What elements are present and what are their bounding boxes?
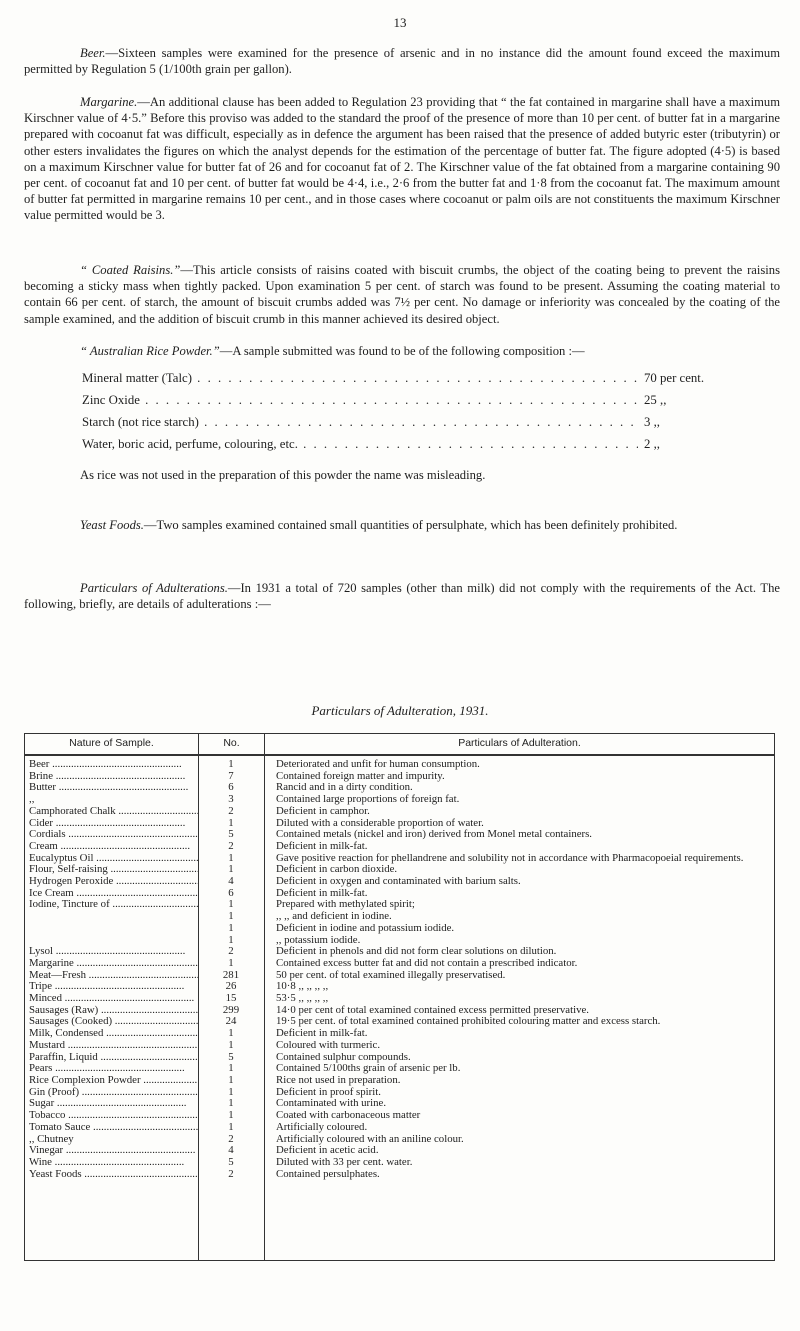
table-row (25, 759, 774, 771)
cell-nature: Cream ..... (25, 841, 198, 853)
cell-no: 2 (228, 945, 234, 958)
margarine-title: Margarine. (80, 95, 138, 109)
table-row (25, 876, 774, 888)
cell-no: 1 (228, 1097, 234, 1110)
rice-conclusion-paragraph: As rice was not used in the preparation of this powder the name was misleading. (80, 468, 486, 482)
composition-row (82, 389, 722, 411)
cell-nature: Brine ..... (25, 771, 198, 783)
cell-nature: Tripe ..... (25, 981, 198, 993)
cell-particulars: Deficient in camphor. (276, 804, 370, 817)
cell-nature (25, 923, 198, 935)
cell-no: 1 (228, 910, 234, 923)
cell-particulars: ,, ,, and deficient in iodine. (276, 910, 392, 923)
cell-particulars: Deficient in milk-fat. (276, 886, 368, 899)
composition-row (82, 411, 722, 433)
table-row (25, 970, 774, 982)
table-title: Particulars of Adulteration, 1931. (311, 703, 489, 718)
cell-particulars: Deficient in oxygen and contaminated with barium salts. (276, 875, 521, 888)
rice-powder-paragraph (24, 343, 780, 359)
header-rule (25, 754, 774, 756)
composition-value: 2 ,, (638, 433, 722, 455)
cell-particulars: Contained sulphur compounds. (276, 1050, 411, 1063)
composition-value: 25 ,, (638, 389, 722, 411)
cell-particulars: 14·0 per cent of total examined contained excess permitted preservative. (276, 1003, 589, 1016)
table-row (25, 1169, 774, 1181)
cell-no: 1 (228, 816, 234, 829)
cell-nature: Ice Cream ..... (25, 888, 198, 900)
composition-list (82, 367, 722, 455)
cell-no: 299 (222, 1003, 240, 1016)
cell-nature: ,, Chutney (29, 1133, 74, 1145)
cell-no: 1 (228, 898, 234, 911)
cell-particulars: Deficient in phenols and did not form clear solutions on dilution. (276, 945, 557, 958)
cell-particulars: Prepared with methylated spirit; (276, 898, 415, 911)
cell-no: 24 (225, 1015, 237, 1028)
cell-nature: Pears ..... (25, 1063, 198, 1075)
cell-no: 1 (228, 863, 234, 876)
margarine-text: —An additional clause has been added to Regulation 23 providing that “ the fat contained in margarine shall have a maximum Kirschner value of 4·5.” Before this proviso was added to the standard the proof of the presence of more than 10 per cent. of butter fat in a margarine prepared with cocoanut fat was difficult, especially as in defence the argument has been raised that the presence of added butyric ester (tributyrin) or other esters invalidates the figures on which the analyst depends for the estimation of the percentage of butter fat. The figure adopted (4·5) is based on a maximum Kirschner value for butter fat of 26 and for cocoanut fat of 2. The Kirschner value of the fat obtained from a margarine containing 90 per cent. of cocoanut fat and 10 per cent. of butter fat would be 4·4, i.e., 2·6 from the butter fat and 1·8 from the cocoanut fat. The maximum amount of butter fat permitted in margarine remains 10 per cent., and in those cases where cocoanut or palm oils are not constituents the maximum Kirschner value permitted would be 3. (24, 95, 780, 223)
cell-nature: Beer ..... (25, 759, 198, 771)
particulars-text: —In 1931 a total of 720 samples (other than milk) did not comply with the requirements of the Act. The following, briefly, are details of adulterations :— (24, 581, 780, 612)
cell-particulars: 53·5 ,, ,, ,, ,, (276, 992, 329, 1005)
beer-paragraph (24, 45, 780, 77)
table-row (25, 1016, 774, 1028)
cell-no: 1 (228, 1073, 234, 1086)
table-row (25, 794, 774, 806)
cell-nature: Sugar ..... (25, 1098, 198, 1110)
cell-nature: Sausages (Cooked) ..... (25, 1016, 198, 1028)
cell-nature: Paraffin, Liquid ..... (25, 1052, 198, 1064)
cell-particulars: Artificially coloured. (276, 1120, 368, 1133)
cell-no: 5 (228, 1155, 234, 1168)
cell-no: 5 (228, 828, 234, 841)
table-row (25, 841, 774, 853)
cell-nature: Gin (Proof) ..... (25, 1087, 198, 1099)
cell-particulars: ,, potassium iodide. (276, 933, 361, 946)
composition-row (82, 367, 722, 389)
cell-no: 7 (228, 769, 234, 782)
cell-no: 1 (228, 1062, 234, 1075)
composition-value: 3 ,, (638, 411, 722, 433)
cell-nature: Vinegar ..... (25, 1145, 198, 1157)
cell-no: 1 (228, 1109, 234, 1122)
cell-nature: Milk, Condensed ..... (25, 1028, 198, 1040)
cell-particulars: 19·5 per cent. of total examined contained prohibited colouring matter and excess starch. (276, 1015, 661, 1028)
cell-particulars: Deficient in iodine and potassium iodide. (276, 921, 455, 934)
table-row (25, 923, 774, 935)
cell-particulars: Coated with carbonaceous matter (276, 1109, 421, 1122)
cell-particulars: Artificially coloured with an aniline colour. (276, 1132, 464, 1145)
adulteration-table (24, 733, 775, 1261)
cell-no: 1 (228, 1085, 234, 1098)
cell-nature: Cider ..... (25, 818, 198, 830)
cell-nature: Hydrogen Peroxide ..... (25, 876, 198, 888)
cell-particulars: Deficient in acetic acid. (276, 1144, 379, 1157)
cell-particulars: Gave positive reaction for phellandrene and solubility not in accordance with Pharmacopoeial requirements. (276, 851, 744, 864)
header-nature: Nature of Sample. (69, 737, 154, 749)
coated-raisins-title: “ Coated Raisins.” (80, 263, 181, 277)
page-number: 13 (393, 15, 407, 30)
table-row (25, 829, 774, 841)
table-row (25, 806, 774, 818)
table-body (25, 759, 774, 1180)
rice-powder-title: “ Australian Rice Powder.” (80, 344, 220, 358)
cell-particulars: Deficient in carbon dioxide. (276, 863, 398, 876)
table-row (25, 1110, 774, 1122)
cell-no: 1 (228, 933, 234, 946)
cell-no: 2 (228, 1132, 234, 1145)
cell-no: 1 (228, 1027, 234, 1040)
cell-no: 2 (228, 839, 234, 852)
cell-particulars: Deficient in milk-fat. (276, 1027, 368, 1040)
cell-particulars: Rice not used in preparation. (276, 1073, 401, 1086)
cell-no: 26 (225, 980, 237, 993)
cell-no: 3 (228, 793, 234, 806)
table-row (25, 1028, 774, 1040)
cell-nature: ,, (29, 794, 35, 806)
cell-no: 6 (228, 781, 234, 794)
cell-nature: Flour, Self-raising ..... (25, 864, 198, 876)
cell-particulars: Contaminated with urine. (276, 1097, 387, 1110)
cell-particulars: Deteriorated and unfit for human consumption. (276, 758, 480, 770)
cell-nature: Lysol ..... (25, 946, 198, 958)
cell-no: 1 (228, 956, 234, 969)
cell-no: 1 (228, 1120, 234, 1133)
cell-nature: Minced ..... (25, 993, 198, 1005)
cell-particulars: Diluted with a considerable proportion of water. (276, 816, 484, 829)
cell-nature: Mustard ..... (25, 1040, 198, 1052)
cell-nature: Wine ..... (25, 1157, 198, 1169)
cell-no: 4 (228, 875, 234, 888)
particulars-paragraph (24, 580, 780, 612)
cell-nature: Butter ..... (25, 782, 198, 794)
cell-no: 1 (228, 851, 234, 864)
yeast-paragraph (24, 517, 780, 533)
table-row (25, 1040, 774, 1052)
cell-nature: Tomato Sauce ..... (25, 1122, 198, 1134)
cell-nature: Cordials ..... (25, 829, 198, 841)
table-row (25, 899, 774, 911)
cell-particulars: Contained metals (nickel and iron) derived from Monel metal containers. (276, 828, 593, 841)
cell-nature: Eucalyptus Oil ..... (25, 853, 198, 865)
header-no: No. (223, 737, 240, 749)
cell-particulars: Deficient in milk-fat. (276, 839, 368, 852)
table-row (25, 1122, 774, 1134)
table-row (25, 993, 774, 1005)
cell-nature: Meat—Fresh ..... (25, 970, 198, 982)
beer-text: —Sixteen samples were examined for the presence of arsenic and in no instance did the amount found exceed the maximum permitted by Regulation 5 (1/100th grain per gallon). (24, 46, 780, 77)
cell-nature: Iodine, Tincture of ..... (25, 899, 198, 911)
cell-particulars: 50 per cent. of total examined illegally preservatised. (276, 968, 506, 981)
cell-nature: Camphorated Chalk ..... (25, 806, 198, 818)
composition-item: Starch (not rice starch) . . . (82, 411, 638, 433)
cell-particulars: 10·8 ,, ,, ,, ,, (276, 980, 329, 993)
table-row (25, 1075, 774, 1087)
table-row (25, 853, 774, 865)
table-row (25, 958, 774, 970)
margarine-paragraph (24, 94, 780, 224)
composition-value: 70 per cent. (638, 367, 722, 389)
cell-no: 2 (228, 1167, 234, 1180)
composition-item: Mineral matter (Talc) . . . (82, 367, 638, 389)
header-particulars: Particulars of Adulteration. (458, 737, 581, 749)
cell-particulars: Contained persulphates. (276, 1167, 380, 1180)
coated-raisins-text: —This article consists of raisins coated with biscuit crumbs, the object of the coating being to prevent the raisins becoming a sticky mass when tightly packed. Upon examination 5 per cent. of starch was found to be present. Assuming the coating material to contain 66 per cent. of starch, the amount of biscuit crumbs added was 7½ per cent. No damage or inferiority was concealed by the coating of the sample examined, and the addition of biscuit crumb in this manner achieved its desired object. (24, 263, 780, 326)
cell-particulars: Deficient in proof spirit. (276, 1085, 381, 1098)
cell-particulars: Diluted with 33 per cent. water. (276, 1155, 413, 1168)
particulars-title: Particulars of Adulterations. (80, 581, 228, 595)
cell-particulars: Contained excess butter fat and did not contain a prescribed indicator. (276, 956, 578, 969)
cell-no: 281 (222, 968, 240, 981)
composition-item: Zinc Oxide . . . (82, 389, 638, 411)
table-row (25, 1134, 774, 1146)
cell-no: 2 (228, 804, 234, 817)
cell-nature (25, 911, 198, 923)
yeast-text: —Two samples examined contained small quantities of persulphate, which has been definitely prohibited. (143, 518, 678, 532)
cell-no: 1 (228, 1038, 234, 1051)
table-row (25, 981, 774, 993)
cell-no: 4 (228, 1144, 234, 1157)
table-row (25, 1157, 774, 1169)
cell-nature: Yeast Foods ..... (25, 1169, 198, 1181)
table-row (25, 1087, 774, 1099)
cell-particulars: Contained large proportions of foreign fat. (276, 793, 460, 806)
cell-no: 1 (228, 921, 234, 934)
cell-nature (25, 935, 198, 947)
beer-title: Beer. (80, 46, 106, 60)
cell-particulars: Coloured with turmeric. (276, 1038, 381, 1051)
cell-nature: Rice Complexion Powder ..... (25, 1075, 198, 1087)
cell-particulars: Rancid and in a dirty condition. (276, 781, 413, 794)
cell-no: 5 (228, 1050, 234, 1063)
composition-row (82, 433, 722, 455)
yeast-title: Yeast Foods. (80, 518, 144, 532)
coated-raisins-paragraph (24, 262, 780, 327)
rice-powder-text: —A sample submitted was found to be of the following composition :— (219, 344, 585, 358)
cell-particulars: Contained 5/100ths grain of arsenic per lb. (276, 1062, 461, 1075)
composition-item: Water, boric acid, perfume, colouring, etc. . . . (82, 433, 638, 455)
cell-no: 1 (228, 758, 234, 770)
cell-nature: Tobacco ..... (25, 1110, 198, 1122)
cell-no: 6 (228, 886, 234, 899)
cell-nature: Sausages (Raw) ..... (25, 1005, 198, 1017)
cell-no: 15 (225, 992, 237, 1005)
cell-particulars: Contained foreign matter and impurity. (276, 769, 445, 782)
cell-nature: Margarine ..... (25, 958, 198, 970)
